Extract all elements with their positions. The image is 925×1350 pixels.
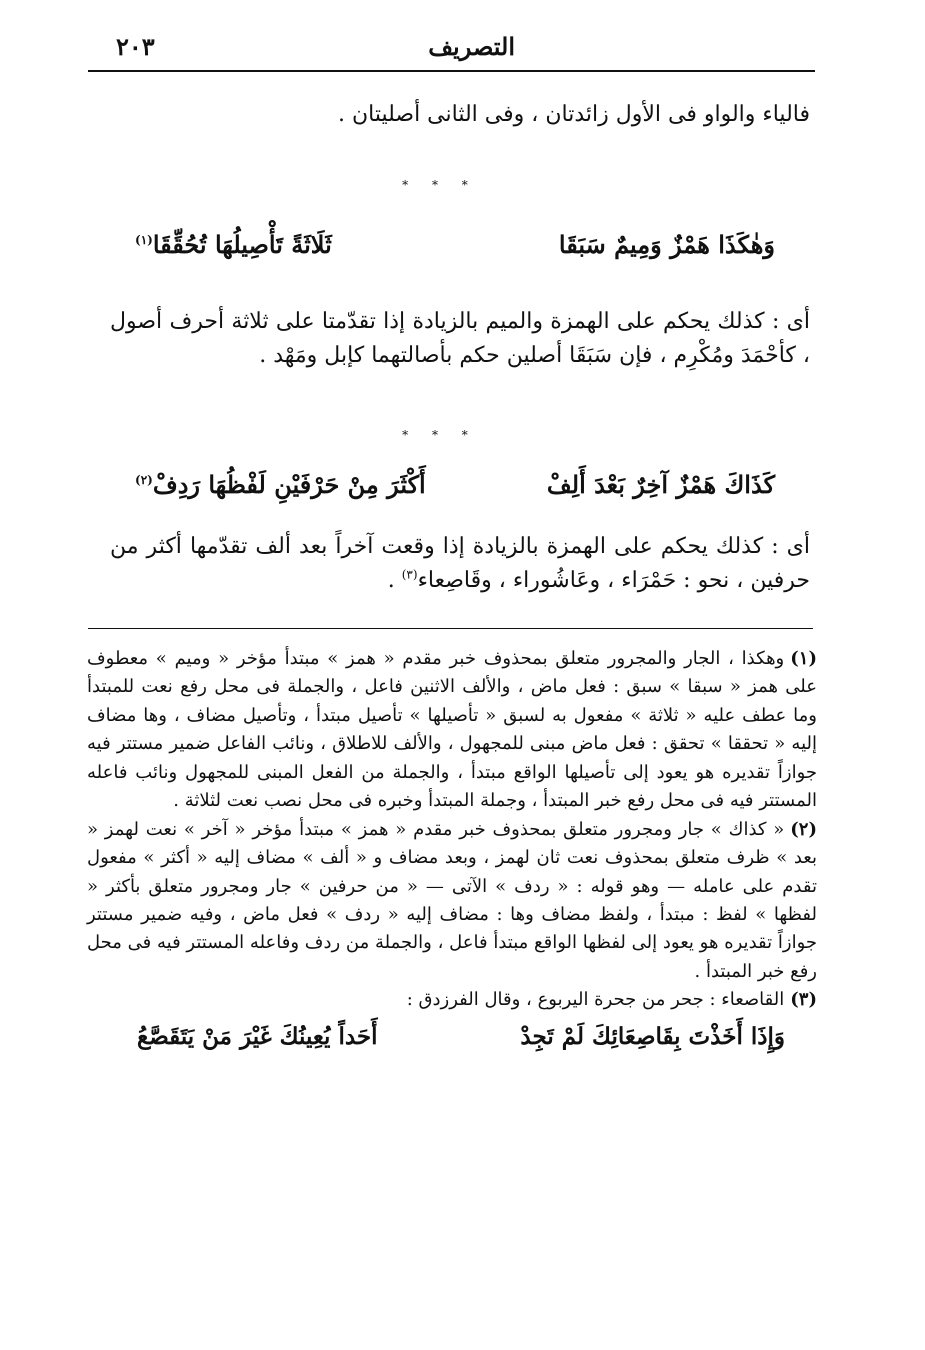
verse-2-first-hemistich: كَذَاكَ هَمْزٌ آخِرٌ بَعْدَ أَلِفْ bbox=[546, 470, 775, 499]
verse-1 bbox=[135, 230, 775, 259]
body-paragraph-3-end: . bbox=[387, 568, 402, 594]
body-paragraph-3 bbox=[110, 530, 810, 598]
body-paragraph-3-text: أى : كذلك يحكم على الهمزة بالزيادة إذا وقعت آخراً بعد ألف تقدّمها أكثر من حرفين ، نحو : حَمْرَاء ، وعَاشُوراء ، وقَاصِعاء bbox=[110, 534, 810, 594]
verse-2-second-hemistich bbox=[135, 470, 426, 499]
footnote-1 bbox=[87, 645, 817, 816]
footnotes bbox=[87, 645, 817, 1055]
footnote-1-number: (١) bbox=[790, 648, 817, 669]
section-separator-1: * * * bbox=[402, 178, 478, 192]
footnote-2 bbox=[87, 816, 817, 987]
footnote-ref-3: (٣) bbox=[401, 567, 418, 582]
body-paragraph-2: أى : كذلك يحكم على الهمزة والميم بالزيادة إذا تقدّمتا على ثلاثة أحرف أصول ، كأحْمَدَ ومُكْرِم ، فإن سَبَقَا أصلين حكم بأصالتهما كإبل ومَهْد . bbox=[110, 309, 810, 369]
section-separator-2: * * * bbox=[402, 428, 478, 442]
verse-1-second-hemistich bbox=[135, 230, 332, 259]
footnote-divider bbox=[88, 628, 813, 629]
footnote-3-verse-second: أَحَداً يُعِينُكَ غَيْرَ مَنْ يَتَقَصَّعُ bbox=[137, 1022, 378, 1050]
footnote-3 bbox=[87, 986, 817, 1014]
verse-2-second-text: أَكْثَرَ مِنْ حَرْفَيْنِ لَفْظُهَا رَدِفْ bbox=[152, 470, 426, 499]
verse-2 bbox=[135, 470, 775, 499]
footnote-ref-1: (١) bbox=[135, 233, 153, 247]
page-number: ٢٠٣ bbox=[116, 32, 155, 61]
footnote-2-number: (٢) bbox=[790, 818, 817, 840]
footnote-ref-2: (٢) bbox=[135, 473, 153, 487]
verse-1-first-hemistich: وَهٰكَذَا هَمْزٌ وَمِيمٌ سَبَقَا bbox=[558, 230, 775, 259]
footnote-3-number: (٣) bbox=[790, 989, 817, 1011]
footnote-3-verse-first: وَإِذَا أَخَذْتَ بِقَاصِعَائِكَ لَمْ تَجِدْ bbox=[520, 1022, 785, 1050]
page-header bbox=[88, 30, 815, 72]
footnote-3-text: القاصعاء : جحر من جحرة اليربوع ، وقال الفرزدق : bbox=[406, 989, 785, 1011]
body-paragraph-1: فالياء والواو فى الأول زائدتان ، وفى الثانى أصليتان . bbox=[337, 102, 810, 127]
running-title: التصريف bbox=[428, 32, 515, 61]
footnote-1-text: وهكذا ، الجار والمجرور متعلق بمحذوف خبر مقدم « همز » مبتدأ مؤخر « وميم » معطوف على همز « سبقا » سبق : فعل ماض ، والألف الاثنين فاعل ، والجملة فى محل رفع نعت للمبتدأ وما عطف عليه « ثلاثة » مفعول به لسبق « تأصيلها » تأصيل مبتدأ ، وتأصيل مضاف ، وها مضاف إليه « تحققا » تحقق : فعل ماض مبنى للمجهول ، والألف للاطلاق ، ونائب الفاعل ضمير مستتر فيه جوازاً تقديره هو يعود إلى تأصيلها الواقع مبتدأ ، والجملة من الفعل المبنى للمجهول ونائب فاعله المستتر فيه فى محل رفع خبر المبتدأ ، وجملة المبتدأ وخبره فى محل نصب نعت لثلاثة . bbox=[87, 648, 817, 812]
verse-1-second-text: ثَلَاثَةً تَأْصِيلُهَا تُحُقِّقَا bbox=[152, 230, 332, 259]
footnote-3-verse bbox=[87, 1019, 817, 1055]
footnote-2-text: « كذاك » جار ومجرور متعلق بمحذوف خبر مقدم « همز » مبتدأ مؤخر « آخر » نعت لهمز « بعد » ظرف متعلق بمحذوف نعت ثان لهمز ، وبعد مضاف و « ألف » مضاف إليه « أكثر » مفعول تقدم على عامله — وهو قوله : « ردف » الآتى — « من حرفين » جار ومجرور متعلق بأكثر « لفظها » لفظ : مبتدأ ، ولفظ مضاف وها : مضاف إليه « ردف » فعل ماض ، وفيه ضمير مستتر جوازاً تقديره هو يعود إلى لفظها الواقع مبتدأ فاعل ، والجملة من ردف وفاعله المستتر فيه فى محل رفع خبر المبتدأ . bbox=[87, 818, 817, 982]
